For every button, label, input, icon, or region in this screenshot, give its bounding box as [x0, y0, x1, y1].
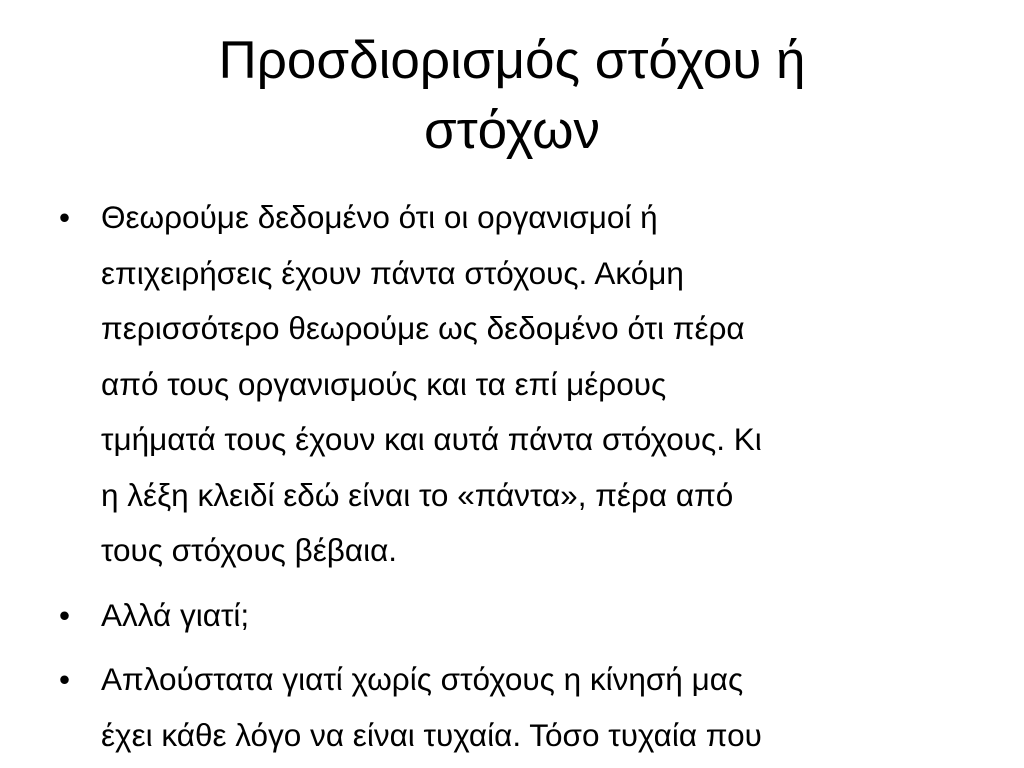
bullet-line: τους στόχους βέβαια.: [101, 532, 398, 568]
slide-title: [120, 26, 904, 166]
bullet-line: από τους οργανισμούς και τα επί μέρους: [101, 365, 667, 402]
bullet-line: Αλλά γιατί;: [101, 596, 250, 633]
bullet-text: [101, 190, 762, 579]
bullet-icon: •: [59, 199, 71, 235]
bullet-line: Θεωρούμε δεδομένο ότι οι οργανισμοί ή: [101, 199, 658, 235]
bullet-text: [101, 652, 762, 763]
bullet-line: η λέξη κλειδί εδώ είναι το «πάντα», πέρα από: [101, 476, 734, 513]
bullet-item: [56, 190, 966, 579]
bullet-item: [56, 652, 966, 763]
bullet-line: Απλούστατα γιατί χωρίς στόχους η κίνησή μας: [101, 661, 744, 697]
bullet-icon: •: [59, 661, 71, 697]
bullet-line: έχει κάθε λόγο να είναι τυχαία. Τόσο τυχαία που: [101, 716, 762, 753]
title-line: στόχων: [424, 101, 600, 160]
bullet-list: [56, 190, 966, 768]
bullet-text: [101, 588, 249, 644]
bullet-line: επιχειρήσεις έχουν πάντα στόχους. Ακόμη: [101, 254, 684, 291]
title-line: Προσδιορισμός στόχου ή: [218, 31, 806, 90]
bullet-icon: •: [59, 596, 71, 633]
bullet-line: τμήματά τους έχουν και αυτά πάντα στόχους. Κι: [101, 421, 762, 457]
bullet-line: περισσότερο θεωρούμε ως δεδομένο ότι πέρα: [101, 310, 745, 346]
bullet-item: [56, 588, 966, 644]
